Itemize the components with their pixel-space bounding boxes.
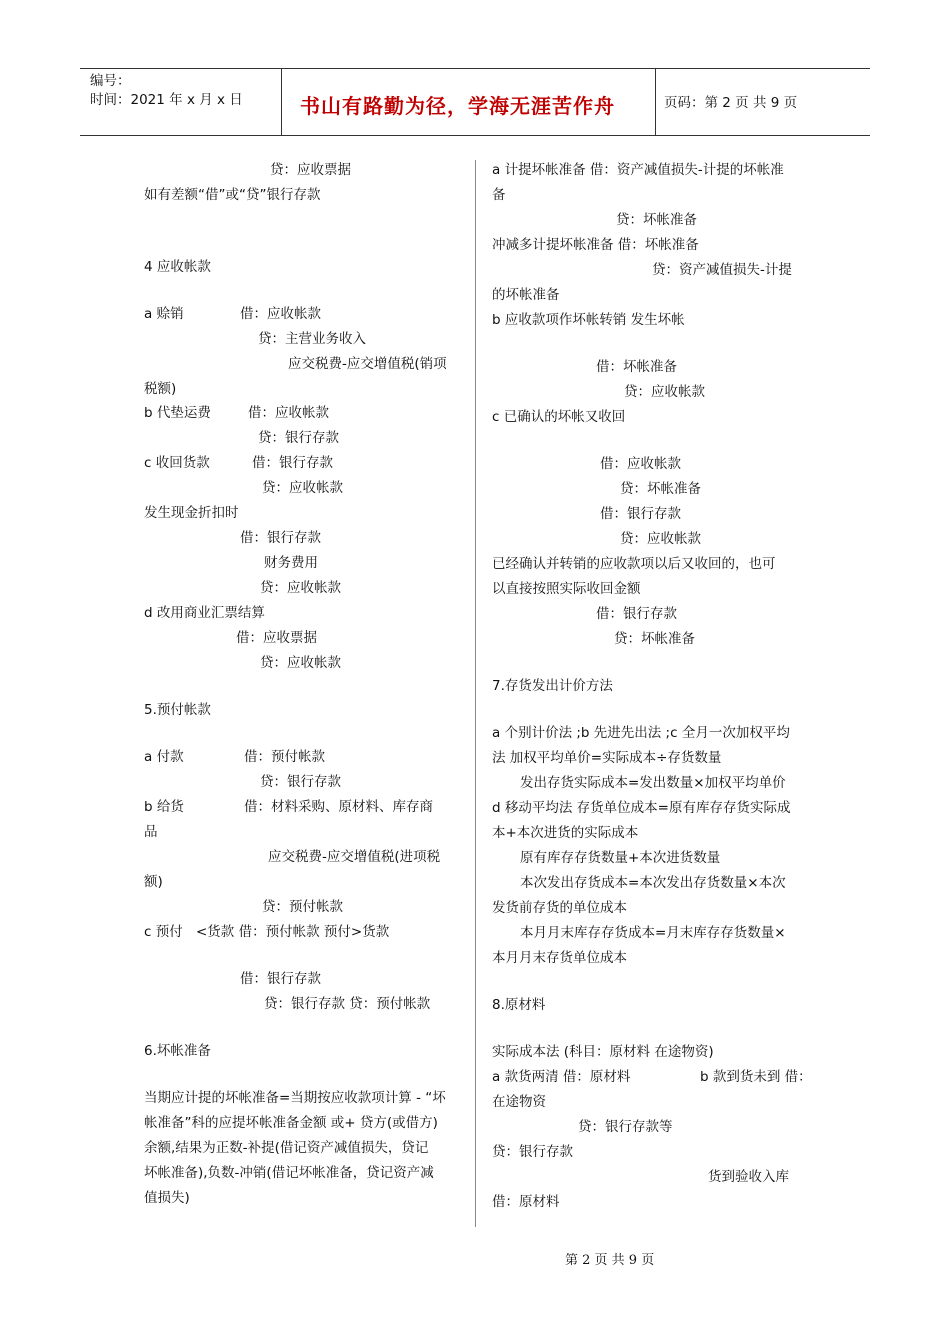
left-line: 贷：银行存款 贷：预付帐款 [264,996,431,1012]
left-line: 应交税费-应交增值税(销项 [288,356,447,372]
page-footer: 第 2 页 共 9 页 [565,1253,655,1268]
right-line: 冲减多计提坏帐准备 借：坏帐准备 [492,237,699,253]
header-motto: 书山有路勤为径，学海无涯苦作舟 [300,94,615,118]
left-line: 贷：应收帐款 [262,480,343,496]
right-line: 借：银行存款 [600,506,681,522]
right-line: 贷：银行存款 [492,1144,573,1160]
right-line: 贷：银行存款等 [578,1119,673,1135]
column-divider [475,160,476,1227]
left-line: <货款 借：预付帐款 预付>货款 [196,924,390,940]
right-line: 借：银行存款 [596,606,677,622]
right-line: 实际成本法 (科目：原材料 在途物资) [492,1044,714,1060]
left-line: 品 [144,824,158,840]
right-line: 法 加权平均单价=实际成本÷存货数量 [492,750,722,766]
left-line: 值损失) [144,1190,190,1206]
header-page-info: 页码：第 2 页 共 9 页 [664,95,798,111]
right-line: a 款货两清 借：原材料 [492,1069,631,1085]
left-line: 贷：应收帐款 [260,655,341,671]
left-line: 贷：主营业务收入 [258,331,366,347]
left-line: 财务费用 [264,555,318,571]
right-line: 货到验收入库 [708,1169,789,1185]
left-line: 当期应计提的坏帐准备=当期按应收款项计算 - “坏 [144,1090,446,1106]
right-line: 贷：应收帐款 [624,384,705,400]
left-line: 贷：预付帐款 [262,899,343,915]
left-line: 借：银行存款 [252,455,333,471]
left-line: 贷：应收票据 [270,162,351,178]
left-line: 如有差额“借”或“贷”银行存款 [144,187,321,203]
left-line: 借：应收帐款 [240,306,321,322]
doc-date: 时间：2021 年 x 月 x 日 [90,92,243,108]
section-heading: 6.坏帐准备 [144,1043,211,1059]
left-line: b 给货 [144,799,184,815]
right-line: 贷：坏帐准备 [620,481,701,497]
right-line: 已经确认并转销的应收款项以后又收回的，也可 [492,556,776,572]
right-line: 本次发出存货成本=本次发出存货数量×本次 [520,875,786,891]
right-line: b 应收款项作坏帐转销 发生坏帐 [492,312,685,328]
left-line: 帐准备”科的应提坏帐准备金额 或+ 贷方(或借方) [144,1115,438,1131]
right-line: 本月月末库存存货成本=月末库存存货数量× [520,925,786,941]
right-line: 贷：坏帐准备 [614,631,695,647]
left-line: c 预付 [144,924,183,940]
left-line: 税额) [144,381,177,397]
right-line: 发出存货实际成本=发出数量×加权平均单价 [520,775,786,791]
section-heading: 4 应收帐款 [144,259,211,275]
left-line: 坏帐准备),负数-冲销(借记坏帐准备，贷记资产减 [144,1165,434,1181]
section-heading: 5.预付帐款 [144,702,211,718]
right-line: 贷：应收帐款 [620,531,701,547]
right-line: 的坏帐准备 [492,287,560,303]
right-line: a 个别计价法 ;b 先进先出法 ;c 全月一次加权平均 [492,725,790,741]
right-line: 以直接按照实际收回金额 [492,581,641,597]
left-line: 借：银行存款 [240,971,321,987]
right-line: 备 [492,187,506,203]
left-line: d 改用商业汇票结算 [144,605,265,621]
left-line: 借：预付帐款 [244,749,325,765]
left-line: 借：银行存款 [240,530,321,546]
right-line: 贷：坏帐准备 [616,212,697,228]
right-line: 发货前存货的单位成本 [492,900,627,916]
left-line: 借：材料采购、原材料、库存商 [244,799,433,815]
right-line: 借：应收帐款 [600,456,681,472]
left-line: a 赊销 [144,306,184,322]
right-line: d 移动平均法 存货单位成本=原有库存存货实际成 [492,800,791,816]
right-line: 本+本次进货的实际成本 [492,825,639,841]
left-line: a 付款 [144,749,184,765]
right-line: 在途物资 [492,1094,546,1110]
right-line: a 计提坏帐准备 借：资产减值损失-计提的坏帐准 [492,162,784,178]
right-line: 贷：资产减值损失-计提 [652,262,792,278]
header-divider-left [281,68,282,135]
left-line: 借：应收帐款 [248,405,329,421]
header-divider-right [655,68,656,135]
left-line: 发生现金折扣时 [144,505,239,521]
left-line: 借：应收票据 [236,630,317,646]
left-line: 额) [144,874,163,890]
right-line: 本月月末存货单位成本 [492,950,627,966]
right-line: c 已确认的坏帐又收回 [492,409,626,425]
right-line: 原有库存存货数量+本次进货数量 [520,850,721,866]
right-line: 借：坏帐准备 [596,359,677,375]
left-line: 贷：应收帐款 [260,580,341,596]
section-heading: 7.存货发出计价方法 [492,678,613,694]
left-line: 余额,结果为正数-补提(借记资产减值损失，贷记 [144,1140,429,1156]
left-line: 贷：银行存款 [260,774,341,790]
left-line: b 代垫运费 [144,405,211,421]
left-line: 贷：银行存款 [258,430,339,446]
right-line: 借：原材料 [492,1194,560,1210]
right-line: b 款到货未到 借： [700,1069,812,1085]
left-line: 应交税费-应交增值税(进项税 [268,849,441,865]
doc-number-label: 编号： [90,73,131,89]
left-line: c 收回货款 [144,455,210,471]
section-heading: 8.原材料 [492,997,546,1013]
